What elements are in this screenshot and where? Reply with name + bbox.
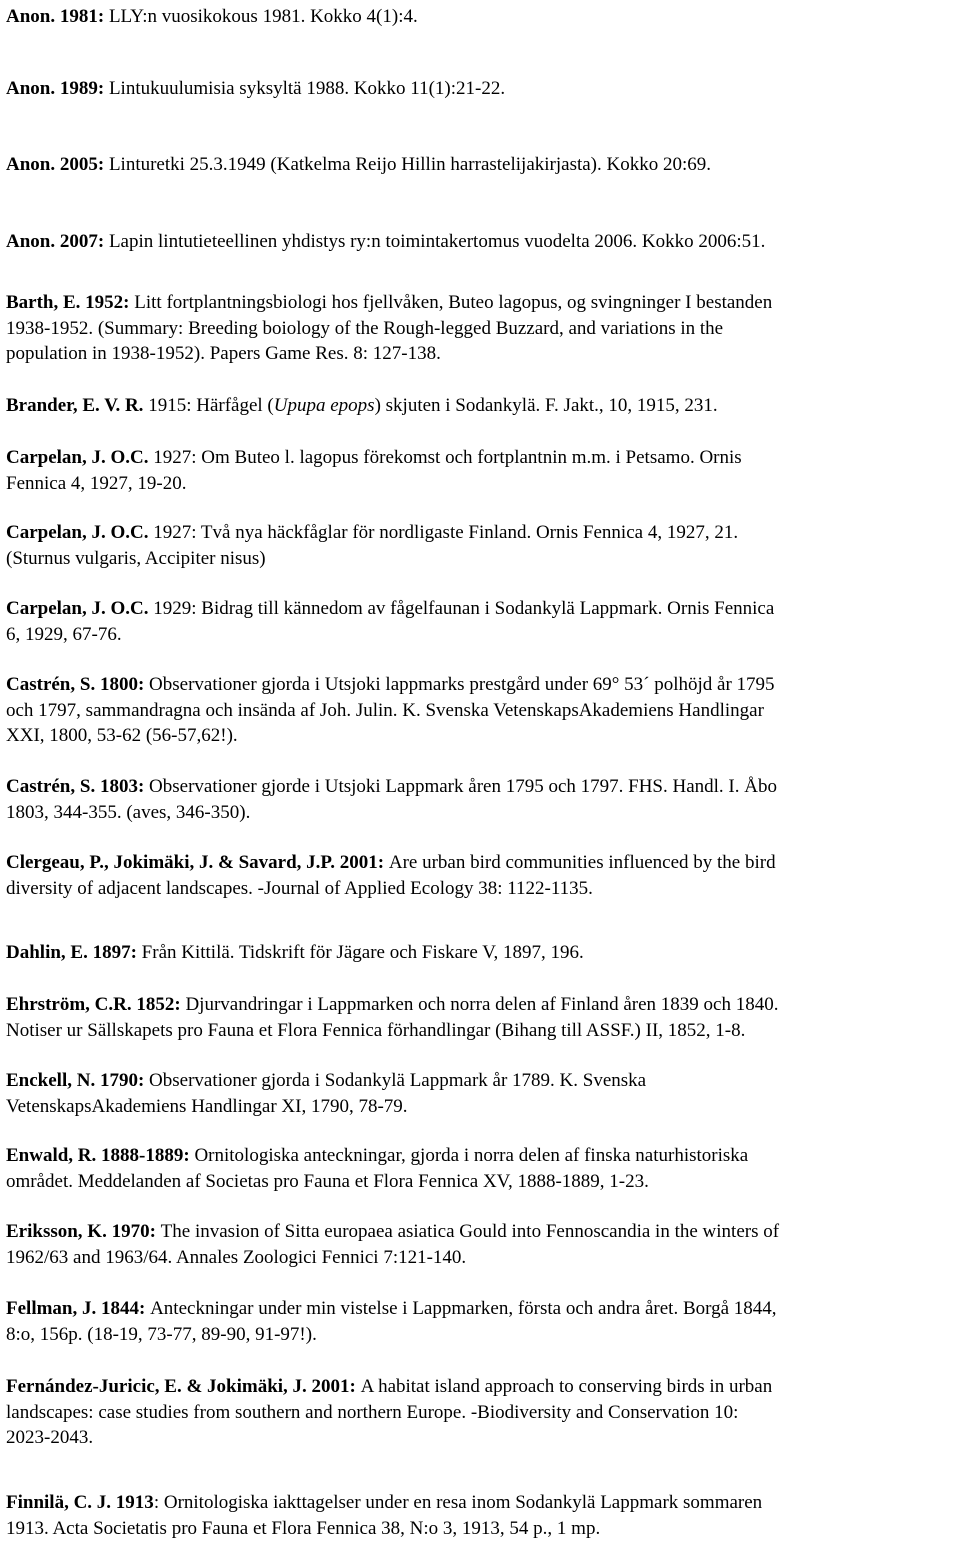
reference-entry [6,1296,956,1347]
reference-text: Are urban bird communities influenced by the bird [389,852,776,873]
reference-line [6,876,956,902]
reference-text: The invasion of Sitta europaea asiatica Gould into Fennoscandia in the winters of [161,1221,779,1242]
reference-text: Lapin lintutieteellinen yhdistys ry:n toimintakertomus vuodelta 2006. Kokko 2006:51. [109,231,765,252]
reference-line [6,76,956,102]
reference-line [6,445,956,471]
reference-entry [6,774,956,825]
reference-text: A habitat island approach to conserving birds in urban [361,1376,773,1397]
reference-text: 1938-1952. (Summary: Breeding boiology of the Rough-legged Buzzard, and variations in the [6,318,723,339]
reference-line [6,1143,956,1169]
reference-entry [6,1374,956,1451]
reference-line [6,1322,956,1348]
reference-text: 1927: Två nya häckfåglar för nordligaste Finland. Ornis Fennica 4, 1927, 21. [153,522,738,543]
reference-author-year: Anon. 1989: [6,78,109,99]
reference-text: landscapes: case studies from southern and northern Europe. -Biodiversity and Conservation 10: [6,1402,738,1423]
reference-text: 1803, 344-355. (aves, 346-350). [6,802,250,823]
reference-line [6,152,956,178]
reference-line [6,1245,956,1271]
reference-text: Lintukuulumisia syksyltä 1988. Kokko 11(1):21-22. [109,78,505,99]
reference-entry [6,1068,956,1119]
reference-entry [6,520,956,571]
reference-line [6,992,956,1018]
reference-author-year: Anon. 1981: [6,6,109,27]
reference-line [6,1374,956,1400]
reference-author-year: Dahlin, E. 1897: [6,942,142,963]
reference-text: Från Kittilä. Tidskrift för Jägare och Fiskare V, 1897, 196. [142,942,584,963]
reference-line [6,698,956,724]
reference-entry [6,4,956,30]
reference-author-year: Anon. 2005: [6,154,109,175]
reference-line [6,1169,956,1195]
reference-text: Notiser ur Sällskapets pro Fauna et Flora Fennica förhandlingar (Bihang till ASSF.) II, 1852, 1-8. [6,1020,745,1041]
reference-species-name: Upupa epops [274,395,375,416]
reference-line [6,1490,956,1516]
reference-line [6,774,956,800]
reference-text: Observationer gjorda i Utsjoki lappmarks prestgård under 69° 53´ polhöjd år 1795 [149,674,775,695]
reference-line [6,940,956,966]
reference-entry [6,1490,956,1541]
reference-author-year: Carpelan, J. O.C. [6,598,153,619]
reference-entry [6,940,956,966]
reference-text: området. Meddelanden af Societas pro Fauna et Flora Fennica XV, 1888-1889, 1-23. [6,1171,649,1192]
reference-line [6,1296,956,1322]
reference-author-year: Eriksson, K. 1970: [6,1221,161,1242]
reference-text: 6, 1929, 67-76. [6,624,122,645]
reference-line [6,1400,956,1426]
reference-line [6,341,956,367]
reference-entry [6,672,956,749]
reference-line [6,290,956,316]
reference-line [6,393,956,419]
reference-line [6,1219,956,1245]
reference-text: : Ornitologiska iakttagelser under en resa inom Sodankylä Lappmark sommaren [154,1492,762,1513]
reference-line [6,1425,956,1451]
reference-text: Observationer gjorde i Utsjoki Lappmark åren 1795 och 1797. FHS. Handl. I. Åbo [149,776,777,797]
reference-text: Ornitologiska anteckningar, gjorda i norra delen af finska naturhistoriska [194,1145,748,1166]
reference-author-year: Castrén, S. 1800: [6,674,149,695]
reference-author-year: Ehrström, C.R. 1852: [6,994,185,1015]
reference-line [6,596,956,622]
reference-entry [6,1219,956,1270]
reference-text: 2023-2043. [6,1427,93,1448]
reference-line [6,471,956,497]
reference-author-year: Carpelan, J. O.C. [6,522,153,543]
reference-author-year: Fernández-Juricic, E. & Jokimäki, J. 2001: [6,1376,361,1397]
reference-text: 1962/63 and 1963/64. Annales Zoologici Fennici 7:121-140. [6,1247,466,1268]
reference-text: diversity of adjacent landscapes. -Journal of Applied Ecology 38: 1122-1135. [6,878,593,899]
reference-entry [6,1143,956,1194]
reference-entry [6,76,956,102]
reference-author-year: Clergeau, P., Jokimäki, J. & Savard, J.P. 2001: [6,852,389,873]
reference-line [6,316,956,342]
reference-text: population in 1938-1952). Papers Game Res. 8: 127-138. [6,343,441,364]
reference-entry [6,850,956,901]
reference-text: 8:o, 156p. (18-19, 73-77, 89-90, 91-97!). [6,1324,317,1345]
reference-line [6,1018,956,1044]
reference-author-year: Castrén, S. 1803: [6,776,149,797]
reference-entry [6,229,956,255]
reference-author-year: Enwald, R. 1888-1889: [6,1145,194,1166]
reference-entry [6,596,956,647]
reference-line [6,546,956,572]
reference-author-year: Anon. 2007: [6,231,109,252]
reference-entry [6,445,956,496]
reference-line [6,1094,956,1120]
reference-text: Fennica 4, 1927, 19-20. [6,473,186,494]
reference-line [6,622,956,648]
reference-text: Litt fortplantningsbiologi hos fjellvåken, Buteo lagopus, og svingninger I bestanden [134,292,772,313]
reference-text: 1915: Härfågel ( [148,395,274,416]
reference-entry [6,393,956,419]
reference-line [6,1068,956,1094]
reference-entry [6,992,956,1043]
reference-line [6,723,956,749]
reference-text: VetenskapsAkademiens Handlingar XI, 1790, 78-79. [6,1096,408,1117]
reference-line [6,229,956,255]
reference-line [6,4,956,30]
reference-text: 1913. Acta Societatis pro Fauna et Flora Fennica 38, N:o 3, 1913, 54 p., 1 mp. [6,1518,600,1539]
reference-text: Linturetki 25.3.1949 (Katkelma Reijo Hillin harrastelijakirjasta). Kokko 20:69. [109,154,711,175]
reference-text: 1927: Om Buteo l. lagopus förekomst och fortplantnin m.m. i Petsamo. Ornis [153,447,741,468]
reference-author-year: Barth, E. 1952: [6,292,134,313]
reference-line [6,800,956,826]
reference-text: Observationer gjorda i Sodankylä Lappmark år 1789. K. Svenska [149,1070,646,1091]
reference-text: XXI, 1800, 53-62 (56-57,62!). [6,725,238,746]
reference-text: (Sturnus vulgaris, Accipiter nisus) [6,548,266,569]
reference-line [6,1516,956,1541]
reference-text: 1929: Bidrag till kännedom av fågelfaunan i Sodankylä Lappmark. Ornis Fennica [153,598,774,619]
reference-text: ) skjuten i Sodankylä. F. Jakt., 10, 1915, 231. [375,395,718,416]
reference-line [6,520,956,546]
reference-text: Anteckningar under min vistelse i Lappmarken, första och andra året. Borgå 1844, [150,1298,776,1319]
reference-line [6,672,956,698]
reference-author-year: Enckell, N. 1790: [6,1070,149,1091]
reference-author-year: Brander, E. V. R. [6,395,148,416]
reference-line [6,850,956,876]
reference-entry [6,152,956,178]
reference-text: Djurvandringar i Lappmarken och norra delen af Finland åren 1839 och 1840. [185,994,778,1015]
reference-author-year: Finnilä, C. J. 1913 [6,1492,154,1513]
reference-text: LLY:n vuosikokous 1981. Kokko 4(1):4. [109,6,418,27]
reference-entry [6,290,956,367]
reference-author-year: Fellman, J. 1844: [6,1298,150,1319]
reference-author-year: Carpelan, J. O.C. [6,447,153,468]
reference-text: och 1797, sammandragna och insända af Joh. Julin. K. Svenska VetenskapsAkademiens Handlingar [6,700,764,721]
